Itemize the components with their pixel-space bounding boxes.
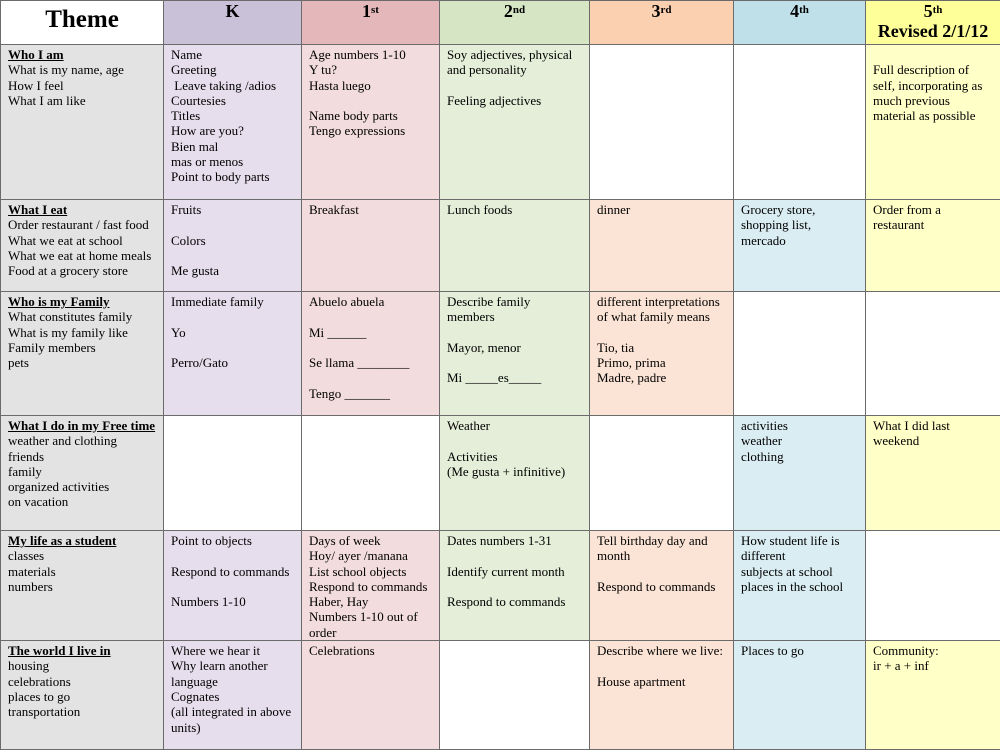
cell-line: Madre, padre [597, 370, 726, 385]
cell-line: Hasta luego [309, 78, 432, 93]
theme-line: How I feel [8, 78, 156, 93]
cell-line: Where we hear it [171, 643, 294, 658]
cell-line: Perro/Gato [171, 355, 294, 370]
cell-line: Greeting [171, 62, 294, 77]
cell-line: Order from a [873, 202, 993, 217]
grade-2-cell [440, 292, 590, 416]
cell-line: Feeling adjectives [447, 93, 582, 108]
header-g4-suffix: th [799, 4, 809, 16]
cell-line: Respond to commands [597, 579, 726, 594]
cell-line: Cognates [171, 689, 294, 704]
header-g2-suffix: nd [513, 4, 525, 16]
grade-2-cell [440, 200, 590, 292]
grade-k-cell [164, 200, 302, 292]
cell-line: and personality [447, 62, 582, 77]
cell-line: Bien mal [171, 139, 294, 154]
cell-line: different interpretations [597, 294, 726, 309]
header-g1-label: 1 [362, 1, 371, 21]
grade-5-cell [866, 416, 1000, 531]
cell-line [597, 658, 726, 673]
cell-line: clothing [741, 449, 858, 464]
grade-4-cell [734, 45, 866, 200]
grade-k-cell [164, 531, 302, 641]
theme-line: classes [8, 548, 156, 563]
theme-line: transportation [8, 704, 156, 719]
header-g5-suffix: th [933, 4, 943, 16]
header-grade-2 [440, 1, 590, 45]
cell-line [447, 78, 582, 93]
grade-5-cell [866, 531, 1000, 641]
cell-line [447, 433, 582, 448]
table-row [1, 45, 1000, 200]
theme-cell [1, 45, 164, 200]
cell-line: Celebrations [309, 643, 432, 658]
cell-line: Tell birthday day and [597, 533, 726, 548]
cell-line [597, 325, 726, 340]
grade-1-cell [302, 641, 440, 750]
cell-line: Y tu? [309, 62, 432, 77]
grade-4-cell [734, 641, 866, 750]
cell-line: units) [171, 720, 294, 735]
theme-title: Who I am [8, 47, 156, 62]
cell-line: Hoy/ ayer /manana [309, 548, 432, 563]
theme-line: numbers [8, 579, 156, 594]
theme-line: pets [8, 355, 156, 370]
cell-line: Mi ______ [309, 325, 432, 340]
cell-line: Fruits [171, 202, 294, 217]
grade-2-cell [440, 45, 590, 200]
theme-cell [1, 200, 164, 292]
grade-3-cell [590, 416, 734, 531]
theme-line: What is my family like [8, 325, 156, 340]
cell-line: shopping list, [741, 217, 858, 232]
theme-line: What constitutes family [8, 309, 156, 324]
cell-line: Yo [171, 325, 294, 340]
cell-line: Respond to commands [447, 594, 582, 609]
cell-line [309, 93, 432, 108]
grade-2-cell [440, 531, 590, 641]
cell-line: much previous [873, 93, 993, 108]
header-g1-suffix: st [371, 4, 379, 16]
cell-line: Community: [873, 643, 993, 658]
cell-line: Tengo _______ [309, 386, 432, 401]
cell-line: Name [171, 47, 294, 62]
cell-line: members [447, 309, 582, 324]
cell-line: Respond to commands [171, 564, 294, 579]
cell-line [309, 309, 432, 324]
cell-line: Describe family [447, 294, 582, 309]
theme-title: Who is my Family [8, 294, 156, 309]
theme-line: on vacation [8, 494, 156, 509]
grade-k-cell [164, 45, 302, 200]
theme-title: My life as a student [8, 533, 156, 548]
cell-line: self, incorporating as [873, 78, 993, 93]
grade-1-cell [302, 416, 440, 531]
theme-line: Food at a grocery store [8, 263, 156, 278]
grade-1-cell [302, 292, 440, 416]
cell-line: Why learn another [171, 658, 294, 673]
cell-line: mas or menos [171, 154, 294, 169]
cell-line [597, 564, 726, 579]
cell-line: Point to objects [171, 533, 294, 548]
cell-line [171, 548, 294, 563]
theme-title: What I eat [8, 202, 156, 217]
cell-line: Weather [447, 418, 582, 433]
grade-3-cell [590, 200, 734, 292]
cell-line: Full description of [873, 62, 993, 77]
cell-line: List school objects [309, 564, 432, 579]
grade-5-cell [866, 200, 1000, 292]
grade-4-cell [734, 200, 866, 292]
cell-line: Colors [171, 233, 294, 248]
theme-line: What we eat at school [8, 233, 156, 248]
cell-line: Age numbers 1-10 [309, 47, 432, 62]
grade-k-cell [164, 641, 302, 750]
grade-1-cell [302, 45, 440, 200]
cell-line: Point to body parts [171, 169, 294, 184]
cell-line: Leave taking /adios [171, 78, 294, 93]
cell-line [873, 47, 993, 62]
grade-2-cell [440, 416, 590, 531]
header-grade-3 [590, 1, 734, 45]
cell-line [309, 340, 432, 355]
theme-cell [1, 416, 164, 531]
theme-line: places to go [8, 689, 156, 704]
cell-line: What I did last [873, 418, 993, 433]
theme-line: What we eat at home meals [8, 248, 156, 263]
cell-line: Identify current month [447, 564, 582, 579]
cell-line [447, 355, 582, 370]
theme-line: weather and clothing [8, 433, 156, 448]
cell-line: Abuelo abuela [309, 294, 432, 309]
grade-4-cell [734, 292, 866, 416]
theme-line: What I am like [8, 93, 156, 108]
cell-line: Respond to commands [309, 579, 432, 594]
cell-line: How are you? [171, 123, 294, 138]
header-g3-label: 3 [652, 1, 661, 21]
theme-cell [1, 641, 164, 750]
grade-3-cell [590, 292, 734, 416]
header-theme-label: Theme [45, 6, 119, 33]
header-k-label: K [225, 1, 239, 21]
table-body [1, 45, 1000, 750]
cell-line [171, 579, 294, 594]
theme-line: Family members [8, 340, 156, 355]
cell-line: language [171, 674, 294, 689]
cell-line: Me gusta [171, 263, 294, 278]
theme-title: The world I live in [8, 643, 156, 658]
cell-line [171, 340, 294, 355]
cell-line: mercado [741, 233, 858, 248]
cell-line: Soy adjectives, physical [447, 47, 582, 62]
cell-line: Tio, tia [597, 340, 726, 355]
cell-line [171, 309, 294, 324]
grade-5-cell [866, 292, 1000, 416]
cell-line: ir + a + inf [873, 658, 993, 673]
grade-1-cell [302, 200, 440, 292]
cell-line: (all integrated in above [171, 704, 294, 719]
cell-line [447, 579, 582, 594]
theme-line: family [8, 464, 156, 479]
grade-1-cell [302, 531, 440, 641]
cell-line: different [741, 548, 858, 563]
grade-5-cell [866, 45, 1000, 200]
cell-line: Activities [447, 449, 582, 464]
cell-line: order [309, 625, 432, 640]
cell-line: weather [741, 433, 858, 448]
cell-line [171, 217, 294, 232]
cell-line: Tengo expressions [309, 123, 432, 138]
cell-line: House apartment [597, 674, 726, 689]
cell-line [447, 548, 582, 563]
cell-line: (Me gusta + infinitive) [447, 464, 582, 479]
cell-line: month [597, 548, 726, 563]
grade-3-cell [590, 45, 734, 200]
cell-line: of what family means [597, 309, 726, 324]
cell-line: Numbers 1-10 out of [309, 609, 432, 624]
cell-line: Primo, prima [597, 355, 726, 370]
cell-line: subjects at school [741, 564, 858, 579]
header-theme [1, 1, 164, 45]
cell-line: Days of week [309, 533, 432, 548]
theme-cell [1, 292, 164, 416]
cell-line: Se llama ________ [309, 355, 432, 370]
cell-line: Immediate family [171, 294, 294, 309]
cell-line [447, 325, 582, 340]
theme-line: Order restaurant / fast food [8, 217, 156, 232]
cell-line: Grocery store, [741, 202, 858, 217]
cell-line: material as possible [873, 108, 993, 123]
cell-line: Mi _____es_____ [447, 370, 582, 385]
header-g5-label: 5 [924, 1, 933, 21]
table-row [1, 200, 1000, 292]
cell-line: Courtesies [171, 93, 294, 108]
theme-line: materials [8, 564, 156, 579]
cell-line: Dates numbers 1-31 [447, 533, 582, 548]
cell-line: Places to go [741, 643, 858, 658]
revised-date: Revised 2/1/12 [873, 21, 993, 41]
header-g2-label: 2 [504, 1, 513, 21]
header-grade-k [164, 1, 302, 45]
cell-line: activities [741, 418, 858, 433]
cell-line [309, 370, 432, 385]
header-grade-1 [302, 1, 440, 45]
theme-line: friends [8, 449, 156, 464]
cell-line: dinner [597, 202, 726, 217]
cell-line: Titles [171, 108, 294, 123]
grade-3-cell [590, 531, 734, 641]
cell-line: Haber, Hay [309, 594, 432, 609]
table-row [1, 416, 1000, 531]
grade-2-cell [440, 641, 590, 750]
table-row [1, 641, 1000, 750]
grade-4-cell [734, 416, 866, 531]
header-grade-4 [734, 1, 866, 45]
table-row [1, 531, 1000, 641]
table-row [1, 292, 1000, 416]
theme-cell [1, 531, 164, 641]
grade-k-cell [164, 292, 302, 416]
cell-line: Describe where we live: [597, 643, 726, 658]
header-g3-suffix: rd [661, 4, 672, 16]
cell-line: restaurant [873, 217, 993, 232]
theme-line: What is my name, age [8, 62, 156, 77]
header-grade-5 [866, 1, 1000, 45]
cell-line: places in the school [741, 579, 858, 594]
grade-3-cell [590, 641, 734, 750]
theme-line: organized activities [8, 479, 156, 494]
cell-line: Name body parts [309, 108, 432, 123]
cell-line [171, 248, 294, 263]
grade-4-cell [734, 531, 866, 641]
header-g4-label: 4 [790, 1, 799, 21]
theme-line: housing [8, 658, 156, 673]
header-row [1, 1, 1000, 45]
cell-line: How student life is [741, 533, 858, 548]
grade-k-cell [164, 416, 302, 531]
cell-line: weekend [873, 433, 993, 448]
theme-title: What I do in my Free time [8, 418, 156, 433]
cell-line: Mayor, menor [447, 340, 582, 355]
theme-line: celebrations [8, 674, 156, 689]
cell-line: Breakfast [309, 202, 432, 217]
cell-line: Numbers 1-10 [171, 594, 294, 609]
grade-5-cell [866, 641, 1000, 750]
cell-line: Lunch foods [447, 202, 582, 217]
